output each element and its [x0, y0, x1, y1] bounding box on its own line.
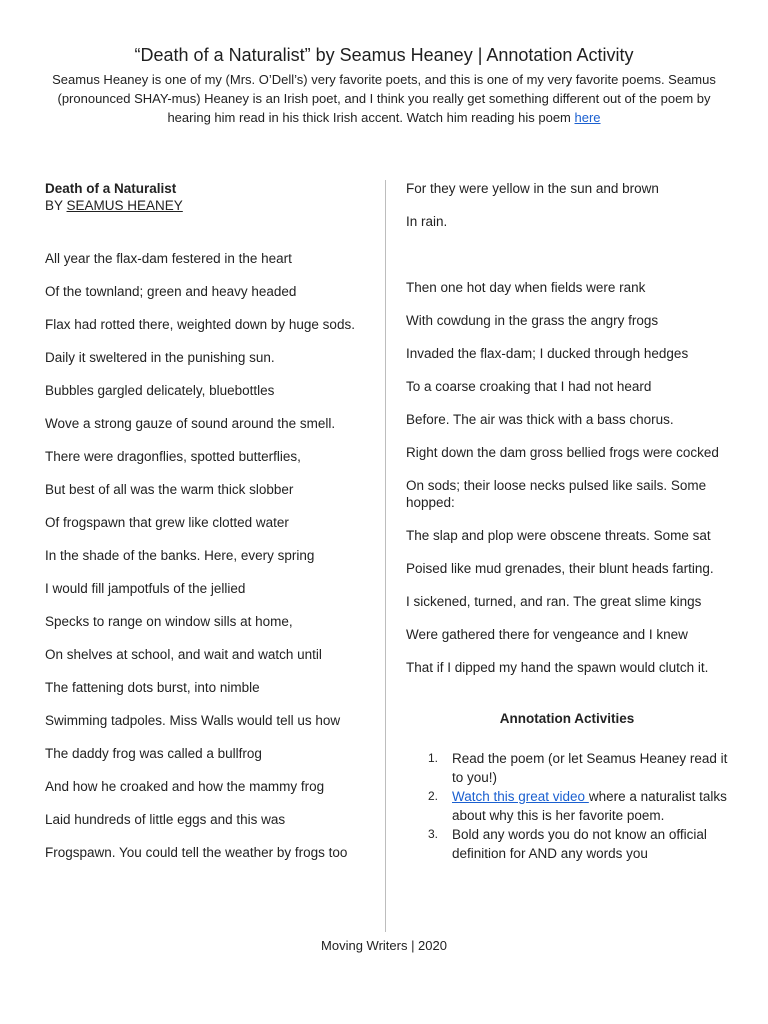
poem-line: I sickened, turned, and ran. The great slime kings	[406, 594, 702, 609]
poem-line: Right down the dam gross bellied frogs were cocked	[406, 445, 719, 460]
activity-number: 3.	[428, 827, 439, 841]
poem-line: The fattening dots burst, into nimble	[45, 680, 260, 695]
poem-line: To a coarse croaking that I had not heard	[406, 379, 652, 394]
poem-line: On shelves at school, and wait and watch until	[45, 647, 322, 662]
activities-list	[406, 749, 728, 863]
poem-line: Of frogspawn that grew like clotted water	[45, 515, 289, 530]
byline-prefix: BY	[45, 198, 67, 213]
poem-line: Bubbles gargled delicately, bluebottles	[45, 383, 275, 398]
poem-stanza-two	[406, 279, 728, 676]
poem-line: Swimming tadpoles. Miss Walls would tell us how	[45, 713, 341, 728]
poem-line: Poised like mud grenades, their blunt heads farting.	[406, 561, 714, 576]
poem-line: Invaded the flax-dam; I ducked through hedges	[406, 346, 689, 361]
poem-title: Death of a Naturalist	[45, 181, 177, 196]
poem-line: Specks to range on window sills at home,	[45, 614, 293, 629]
poem-line: And how he croaked and how the mammy frog	[45, 779, 325, 794]
poem-line: For they were yellow in the sun and brown	[406, 181, 659, 196]
poem-line: Daily it sweltered in the punishing sun.	[45, 350, 275, 365]
author-link[interactable]: SEAMUS HEANEY	[66, 198, 183, 213]
activities-heading: Annotation Activities	[499, 711, 635, 726]
poem-lines-left	[45, 250, 370, 861]
poem-line: I would fill jampotfuls of the jellied	[45, 581, 246, 596]
activity-number: 2.	[428, 789, 439, 803]
poem-line: With cowdung in the grass the angry frogs	[406, 313, 659, 328]
poem-line: Laid hundreds of little eggs and this was	[45, 812, 286, 827]
annotation-activities	[406, 710, 728, 863]
poem-left-column	[45, 180, 370, 861]
activity-number: 1.	[428, 751, 439, 765]
poem-line: Before. The air was thick with a bass chorus.	[406, 412, 674, 427]
page-title: “Death of a Naturalist” by Seamus Heaney | Annotation Activity	[134, 45, 634, 65]
intro-here-link[interactable]: here	[574, 110, 601, 125]
poem-line: Were gathered there for vengeance and I knew	[406, 627, 688, 642]
poem-line: The slap and plop were obscene threats. Some sat	[406, 528, 711, 543]
poem-line: All year the flax-dam festered in the heart	[45, 251, 292, 266]
poem-line: That if I dipped my hand the spawn would clutch it.	[406, 660, 709, 675]
intro-text: Seamus Heaney is one of my (Mrs. O’Dell’s) very favorite poets, and this is one of my very favorite poems. Seamus (pronounced SHAY-mus) Heaney is an Irish poet, and I think you really get something different out of the poem by hearing him read in his thick Irish accent. Watch him reading his poem	[52, 72, 716, 125]
poem-line: Of the townland; green and heavy headed	[45, 284, 297, 299]
poem-line: On sods; their loose necks pulsed like sails. Some hopped:	[406, 478, 707, 510]
poem-line: In rain.	[406, 214, 448, 229]
poem-line: Flax had rotted there, weighted down by huge sods.	[45, 317, 355, 332]
activity-item	[406, 749, 728, 787]
activity-text: where a naturalist talks about why this is her favorite poem.	[452, 789, 727, 823]
poem-line: Then one hot day when fields were rank	[406, 280, 646, 295]
poem-right-column	[406, 180, 728, 863]
poem-line: In the shade of the banks. Here, every spring	[45, 548, 315, 563]
poem-line: The daddy frog was called a bullfrog	[45, 746, 262, 761]
poem-line: Frogspawn. You could tell the weather by frogs too	[45, 845, 348, 860]
poem-byline	[45, 197, 370, 214]
poem-line: Wove a strong gauze of sound around the smell.	[45, 416, 336, 431]
activity-text: Read the poem (or let Seamus Heaney read it to you!)	[452, 751, 728, 785]
activity-item	[406, 825, 728, 863]
activity-text: Bold any words you do not know an official definition for AND any words you	[452, 827, 707, 861]
video-link[interactable]: Watch this great video	[452, 789, 589, 804]
column-divider	[385, 180, 386, 932]
intro-paragraph	[50, 70, 718, 127]
activity-item	[406, 787, 728, 825]
page-footer: Moving Writers | 2020	[321, 938, 447, 953]
poem-line: But best of all was the warm thick slobber	[45, 482, 294, 497]
poem-line: There were dragonflies, spotted butterflies,	[45, 449, 301, 464]
